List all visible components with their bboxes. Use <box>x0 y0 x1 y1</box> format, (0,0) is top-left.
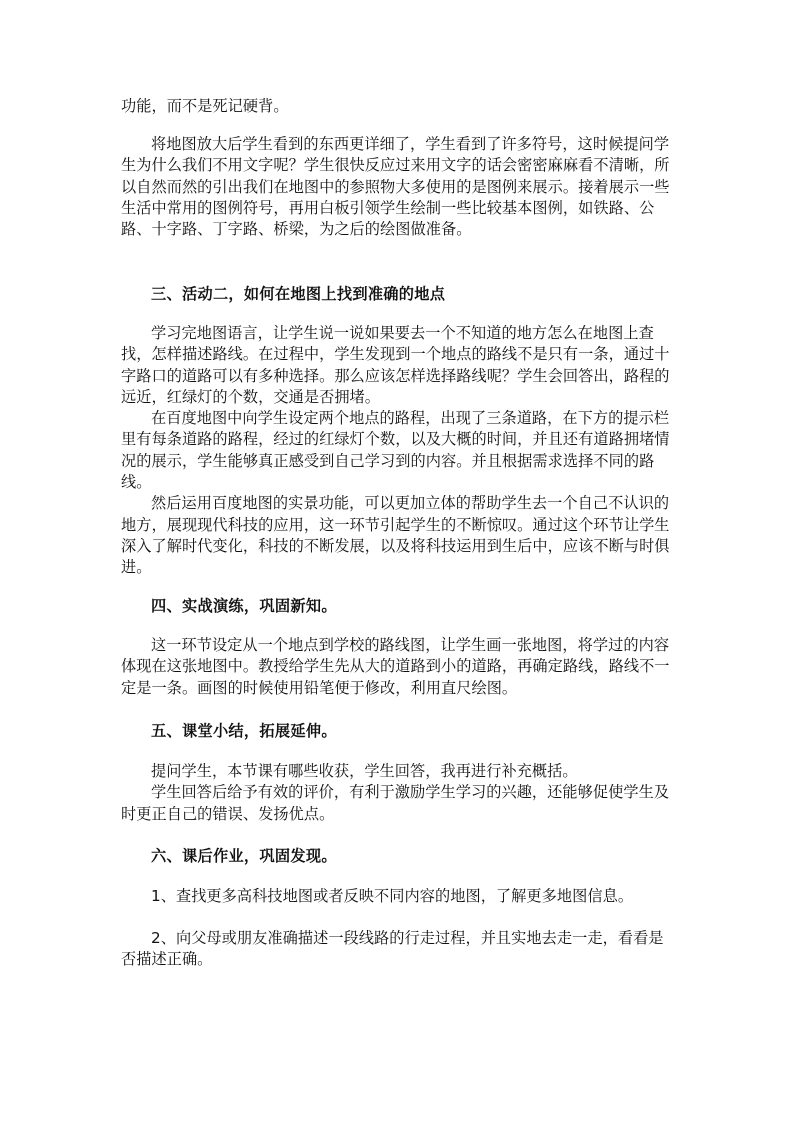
paragraph-text: 功能，而不是死记硬背。 <box>121 97 289 115</box>
paragraph-text: 学习完地图语言，让学生说一说如果要去一个不知道的地方怎么在地图上查找，怎样描述路线。在过程中，学生发现到一个地点的路线不是只有一条，通过十字路口的道路可以有多种选择。那么应该怎样选择路线呢？学生会回答出，路程的远近，红绿灯的个数，交通是否拥堵。 <box>121 324 670 406</box>
section-5-body <box>121 761 673 825</box>
section-4-heading-block <box>121 596 673 617</box>
paragraph-text: 这一环节设定从一个地点到学校的路线图，让学生画一张地图，将学过的内容体现在这张地图中。教授给学生先从大的道路到小的道路，再确定路线，路线不一定是一条。画图的时候使用铅笔便于修改，利用直尺绘图。 <box>121 636 670 697</box>
paragraph-text: 将地图放大后学生看到的东西更详细了，学生看到了许多符号，这时候提问学生为什么我们不用文字呢？学生很快反应过来用文字的话会密密麻麻看不清晰，所以自然而然的引出我们在地图中的参照物大多使用的是图例来展示。接着展示一些生活中常用的图例符号，再用白板引领学生绘制一些比较基本图例，如铁路、公路、十字路、丁字路、桥梁，为之后的绘图做准备。 <box>121 135 670 239</box>
section-3-heading-block <box>121 284 673 305</box>
section-4-body <box>121 635 673 699</box>
section-heading: 四、实战演练，巩固新知。 <box>151 597 337 615</box>
map-legend-paragraph <box>121 134 673 240</box>
section-3-body <box>121 323 673 579</box>
list-item: 1、查找更多高科技地图或者反映不同内容的地图，了解更多地图信息。 <box>151 887 634 905</box>
continuation-paragraph <box>121 96 673 117</box>
paragraph-text: 然后运用百度地图的实景功能，可以更加立体的帮助学生去一个自己不认识的地方，展现现代科技的应用，这一环节引起学生的不断惊叹。通过这个环节让学生深入了解时代变化，科技的不断发展，以及将科技运用到生后中，应该不断与时俱进。 <box>121 494 670 577</box>
section-6-item-1 <box>121 886 673 907</box>
section-heading: 三、活动二，如何在地图上找到准确的地点 <box>151 285 446 303</box>
section-heading: 六、课后作业，巩固发现。 <box>151 847 337 865</box>
list-item: 2、向父母或朋友准确描述一段线路的行走过程，并且实地去走一走，看看是否描述正确。 <box>121 929 664 969</box>
paragraph-text: 提问学生，本节课有哪些收获，学生回答，我再进行补充概括。 <box>151 762 578 780</box>
section-6-heading-block <box>121 846 673 867</box>
section-5-heading-block <box>121 721 673 742</box>
section-heading: 五、课堂小结，拓展延伸。 <box>151 722 337 740</box>
paragraph-text: 在百度地图中向学生设定两个地点的路程，出现了三条道路，在下方的提示栏里有每条道路的路程，经过的红绿灯个数，以及大概的时间，并且还有道路拥堵情况的展示，学生能够真正感受到自己学习到的内容。并且根据需求选择不同的路线。 <box>121 409 670 492</box>
section-6-item-2 <box>121 928 673 971</box>
paragraph-text: 学生回答后给予有效的评价，有利于激励学生学习的兴趣，还能够促使学生及时更正自己的错误、发扬优点。 <box>121 783 670 823</box>
